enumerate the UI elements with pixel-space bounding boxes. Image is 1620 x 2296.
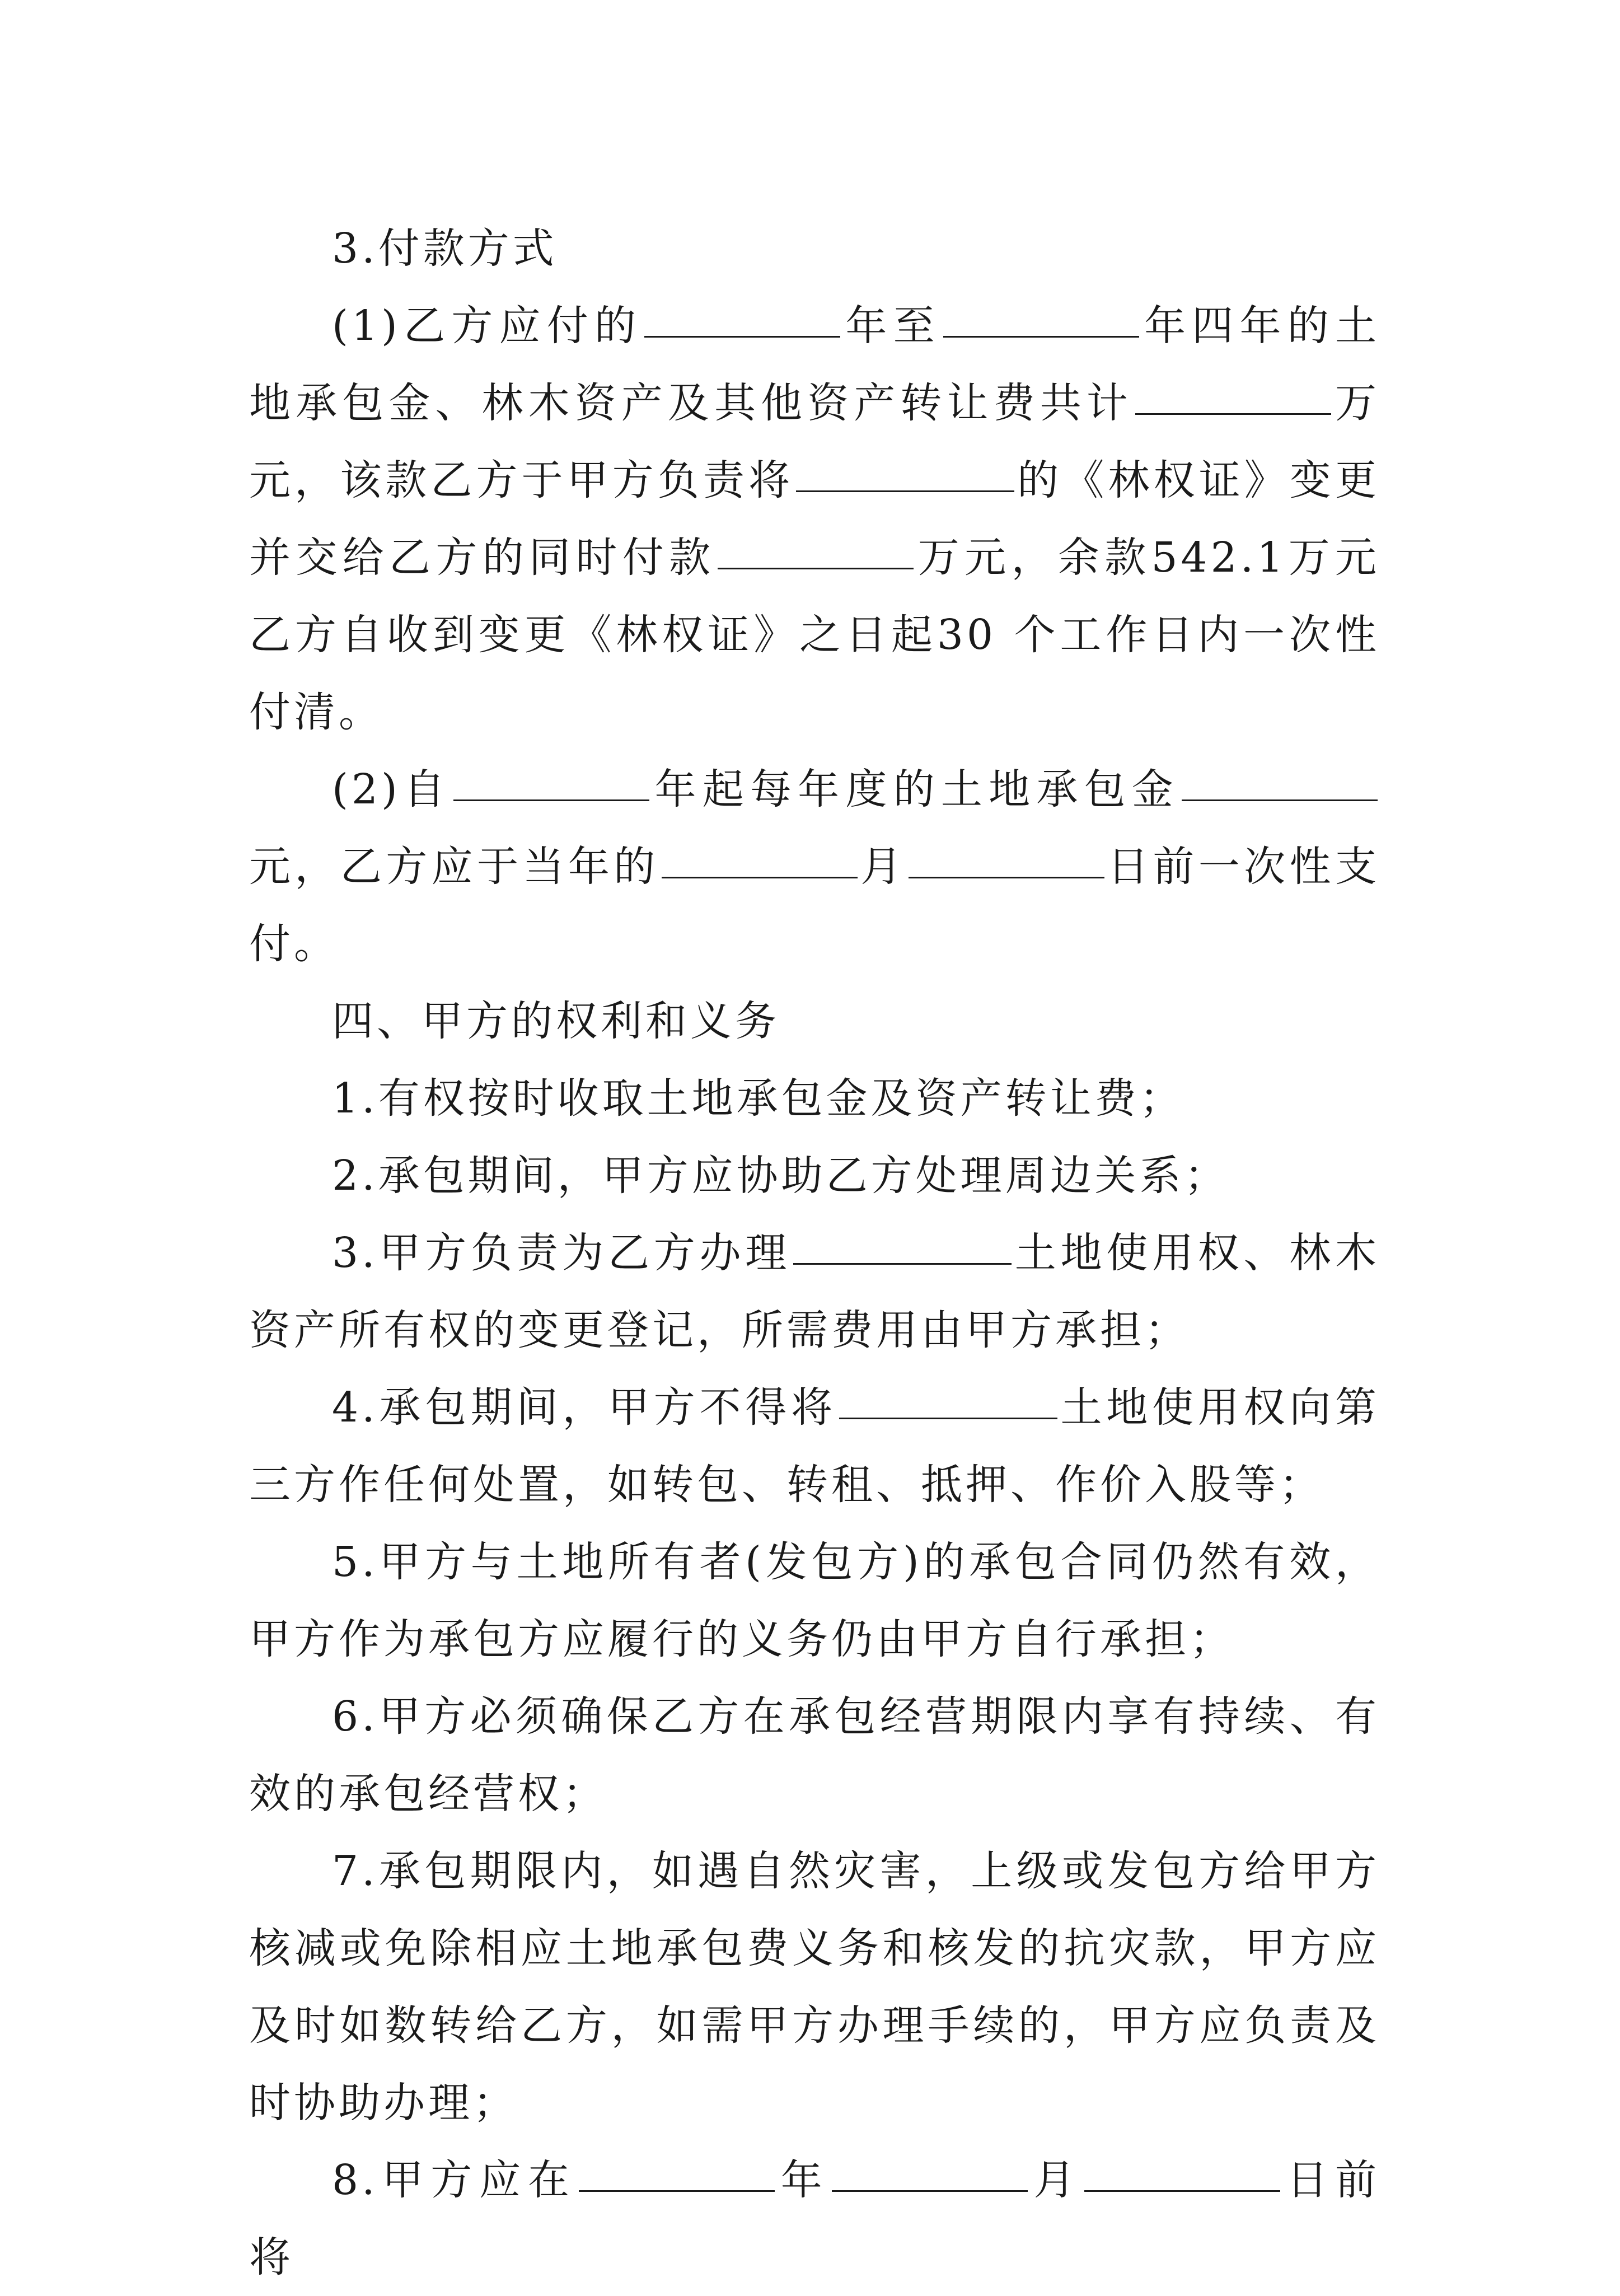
text-segment: 2.承包期间，甲方应协助乙方处理周边关系； <box>332 1152 1229 1200</box>
text-segment: 万元，余款542.1万元乙方自收到变更《林权证》之日起30 个工作日内一次性付清。 <box>249 534 1380 736</box>
text-segment: 7.承包期限内，如遇自然灾害，上级或发包方给甲方核减或免除相应土地承包费义务和核发的抗灾款，甲方应及时如数转给乙方，如需甲方办理手续的，甲方应负责及时协助办理； <box>249 1847 1380 2127</box>
blank-field <box>832 2190 1028 2192</box>
text-segment: 1.有权按时收取土地承包金及资产转让费； <box>332 1074 1184 1123</box>
text-segment: 元，乙方应于当年的 <box>249 843 659 891</box>
blank-field <box>909 876 1104 878</box>
text-segment: 月 <box>1029 2156 1083 2204</box>
blank-field <box>644 335 840 338</box>
blank-field <box>453 799 649 801</box>
text-segment: (2)自 <box>332 765 452 813</box>
text-segment: 年至 <box>842 302 941 350</box>
document-body <box>249 210 1380 2296</box>
clause-item-3 <box>249 1214 1380 1369</box>
clause-item-1 <box>249 1060 1380 1137</box>
text-segment: 日前一次性支付。 <box>249 843 1380 968</box>
text-segment: 年起每年度的土地承包金 <box>652 765 1179 813</box>
clause-item-8 <box>249 2141 1380 2296</box>
blank-field <box>1135 413 1331 415</box>
text-segment: 6.甲方必须确保乙方在承包经营期限内享有持续、有效的承包经营权； <box>249 1692 1380 1818</box>
text-segment: 土地使用权向第三方作任何处置，如转包、转租、抵押、作价入股等； <box>249 1383 1380 1509</box>
text-segment: 四、甲方的权利和义务 <box>332 997 780 1045</box>
blank-field <box>1182 799 1378 801</box>
blank-field <box>662 876 858 878</box>
blank-field <box>839 1417 1057 1419</box>
text-segment: 月 <box>859 843 906 891</box>
clause-item-7 <box>249 1832 1380 2141</box>
text-segment: 4.承包期间，甲方不得将 <box>332 1383 837 1432</box>
blank-field <box>1084 2190 1280 2192</box>
blank-field <box>718 567 914 569</box>
blank-field <box>793 1262 1012 1265</box>
text-segment: 8.甲方应在 <box>332 2156 577 2204</box>
text-segment: 5.甲方与土地所有者(发包方)的承包合同仍然有效，甲方作为承包方应履行的义务仍由甲方自行承担； <box>249 1538 1380 1663</box>
text-segment: 3.甲方负责为乙方办理 <box>332 1229 792 1277</box>
blank-field <box>579 2190 775 2192</box>
clause-2-annual-fee <box>249 751 1380 983</box>
section-heading-payment-method <box>249 210 1380 287</box>
text-segment: 日前将 <box>249 2156 1380 2281</box>
section-heading-party-a-rights <box>249 983 1380 1060</box>
text-segment: 土地使用权、林木资产所有权的变更登记，所需费用由甲方承担； <box>249 1229 1380 1354</box>
blank-field <box>796 490 1014 492</box>
text-segment: (1)乙方应付的 <box>332 302 643 350</box>
text-segment: 的《林权证》变更并交给乙方的同时付款 <box>249 456 1380 582</box>
clause-item-6 <box>249 1678 1380 1832</box>
text-segment: 3.付款方式 <box>332 225 558 273</box>
clause-item-4 <box>249 1369 1380 1523</box>
text-segment: 年 <box>776 2156 830 2204</box>
blank-field <box>943 335 1139 338</box>
clause-1-payment <box>249 287 1380 751</box>
text-segment: 年四年的土地承包金、林木资产及其他资产转让费共计 <box>249 302 1380 427</box>
clause-item-2 <box>249 1137 1380 1214</box>
clause-item-5 <box>249 1523 1380 1678</box>
text-segment: 万元，该款乙方于甲方负责将 <box>249 379 1380 504</box>
